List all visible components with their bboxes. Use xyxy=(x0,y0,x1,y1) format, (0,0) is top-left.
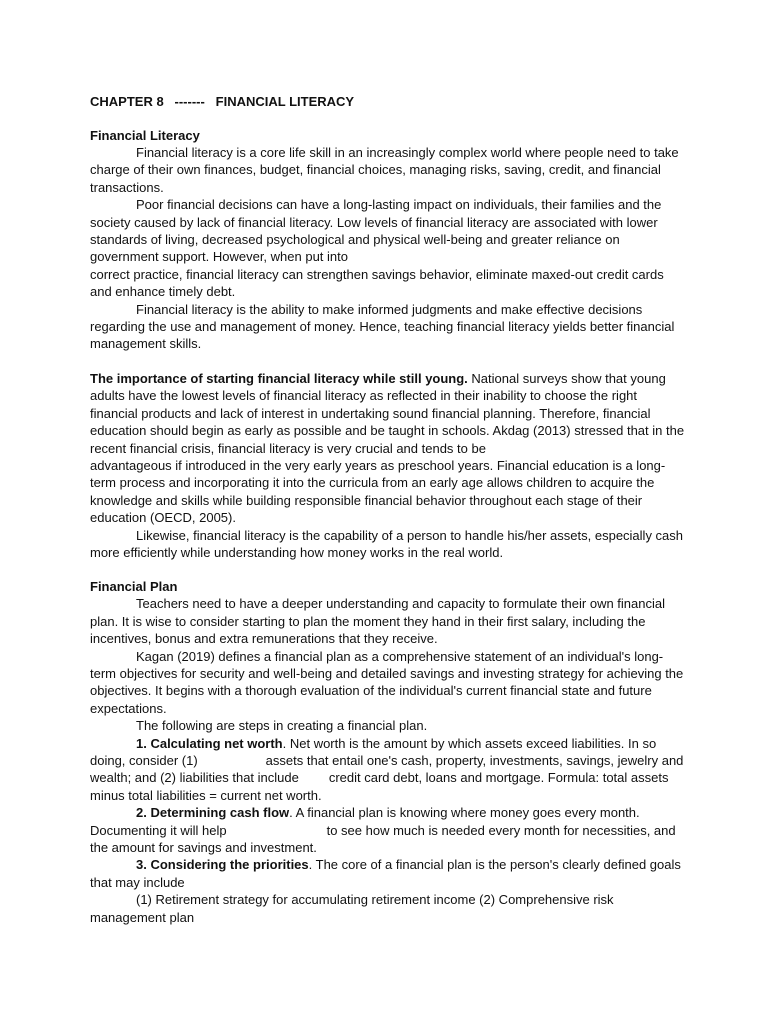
step-1 xyxy=(90,735,686,805)
step-text: assets that entail one's cash, property, investments, savings, jewelry and wealth; and (2) liabilities that include xyxy=(90,753,684,786)
step-text: . Net worth is the amount by which assets exceed liabilities. In so doing, consider (1) xyxy=(90,735,657,768)
step-2 xyxy=(90,804,686,856)
paragraph: The following are steps in creating a financial plan. xyxy=(136,718,428,734)
step-title: 3. Considering the priorities xyxy=(136,857,309,873)
paragraph: advantageous if introduced in the very early years as preschool years. Financial education is a long-term process and incorporating it into the curricula from an early age allows children to acquire the knowledge and skills while building responsible financial behavior throughout each stage of their education (OECD, 2005). xyxy=(90,457,666,526)
inline-heading-importance: The importance of starting financial literacy while still young. xyxy=(90,370,468,386)
paragraph: Financial literacy is a core life skill in an increasingly complex world where people need to take charge of their own finances, budget, financial choices, managing risks, saving, credit, and financial transactions. xyxy=(90,145,679,195)
step-title: 1. Calculating net worth xyxy=(136,735,283,751)
paragraph: Financial literacy is the ability to make informed judgments and make effective decisions regarding the use and management of money. Hence, teaching financial literacy yields better financial management skills. xyxy=(90,301,675,352)
step-title: 2. Determining cash flow xyxy=(136,805,290,821)
step-3-list: (1) Retirement strategy for accumulating retirement income (2) Comprehensive risk management plan xyxy=(90,892,614,925)
paragraph: Likewise, financial literacy is the capability of a person to handle his/her assets, especially cash more efficiently while understanding how money works in the real world. xyxy=(90,527,684,560)
paragraph xyxy=(90,370,686,457)
step-3 xyxy=(90,856,686,891)
paragraph: Teachers need to have a deeper understanding and capacity to formulate their own financial plan. It is wise to consider starting to plan the moment they hand in their first salary, including the incentives, bonus and extra remunerations that they receive. xyxy=(90,596,666,647)
step-text: . A financial plan is knowing where money goes every month. Documenting it will help xyxy=(90,805,640,838)
step-text: to see how much is needed every month for necessities, and the amount for savings and investment. xyxy=(90,822,676,856)
paragraph: Poor financial decisions can have a long-lasting impact on individuals, their families and the society caused by lack of financial literacy. Low levels of financial literacy are associated with lower standards of living, decreased psychological and physical well-being and greater reliance on government support. However, when put into xyxy=(90,197,662,265)
section-heading-financial-literacy: Financial Literacy xyxy=(90,128,200,143)
step-text: . The core of a financial plan is the person's clearly defined goals that may include xyxy=(90,857,681,890)
paragraph-text: National surveys show that young adults have the lowest levels of financial literacy as reflected in their inability to choose the right financial products and lack of interest in undertaking sound financial planning. Therefore, financial education should begin as early as possible and be taught in schools. Akdag (2013) stressed that in the recent financial crisis, financial literacy is very crucial and tends to be xyxy=(90,370,685,456)
chapter-title: CHAPTER 8 ------- FINANCIAL LITERACY xyxy=(90,94,355,109)
paragraph: Kagan (2019) defines a financial plan as a comprehensive statement of an individual's long-term objectives for security and well-being and detailed savings and investing strategy for achieving the objectives. It begins with a thorough evaluation of the individual's current financial state and future expectations. xyxy=(90,648,684,716)
paragraph: correct practice, financial literacy can strengthen savings behavior, eliminate maxed-out credit cards and enhance timely debt. xyxy=(90,266,664,300)
step-text: credit card debt, loans and mortgage. Formula: total assets minus total liabilities = current net worth. xyxy=(90,770,669,803)
section-heading-financial-plan: Financial Plan xyxy=(90,579,178,595)
